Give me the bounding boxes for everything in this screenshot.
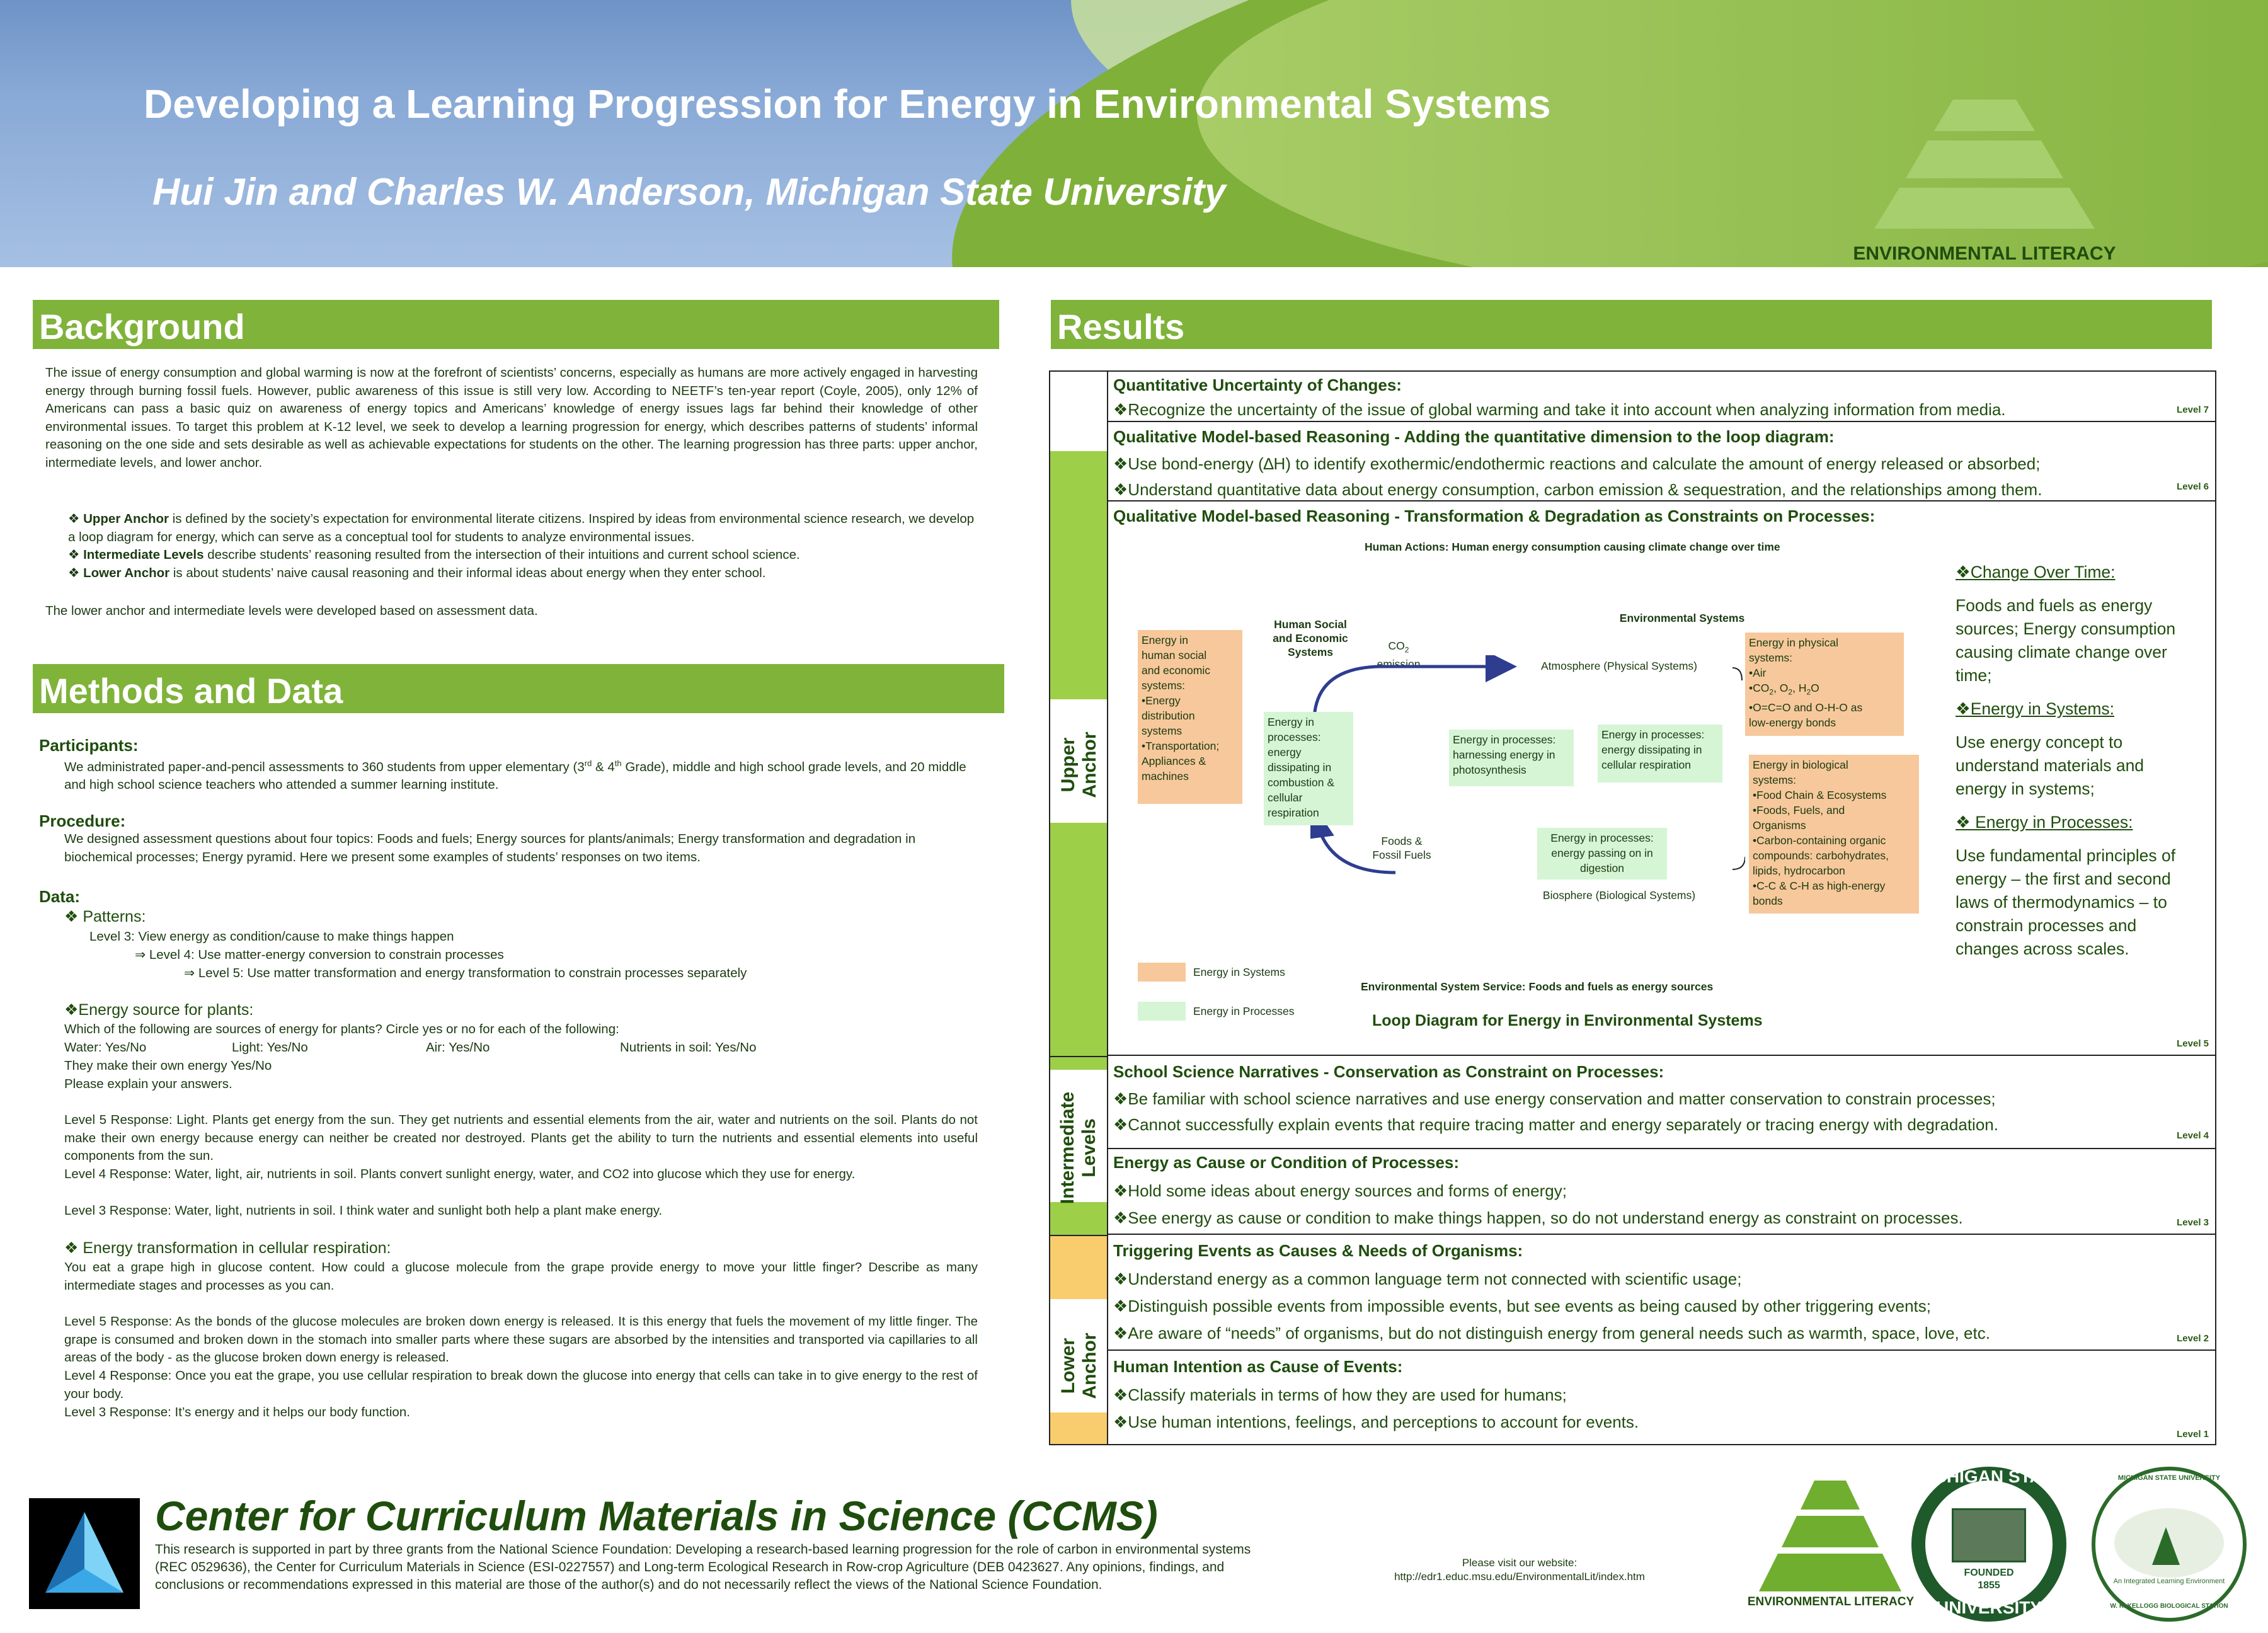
background-bullets — [68, 510, 980, 582]
box-human-systems: Energy in human social and economic systems: •Energy distribution systems •Transportation; Appliances & machines — [1138, 630, 1242, 804]
bullet-lower-anchor: ❖ Lower Anchor is about students’ naive causal reasoning and their informal ideas about energy when they enter school. — [68, 565, 766, 580]
level-7-label: Level 7 — [2177, 404, 2209, 415]
level-6-row — [1108, 422, 2216, 501]
option-light: Light: Yes/No — [232, 1040, 308, 1055]
msu-seal-bottom: UNIVERSITY — [1935, 1598, 2042, 1617]
level-4-line: ❖Cannot successfully explain events that require tracing matter and energy separately or tracing energy with degradation. — [1113, 1115, 1998, 1134]
intermediate-levels-cell — [1050, 1056, 1108, 1235]
website-note — [1368, 1556, 1671, 1584]
level-5-title: Qualitative Model-based Reasoning - Transformation & Degradation as Constraints on Processes: — [1113, 507, 1876, 525]
level-1-line: ❖Classify materials in terms of how they are used for humans; — [1113, 1385, 1567, 1404]
msu-seal-top: MICHIGAN STATE — [1914, 1467, 2064, 1486]
atmosphere-label: Atmosphere (Physical Systems) — [1541, 660, 1697, 672]
legend-swatch-systems — [1138, 963, 1186, 982]
co2-emission-label: $CO_2$ emission — [1377, 639, 1421, 670]
msu-seal-founded: FOUNDED — [1964, 1567, 2014, 1578]
box-digestion: Energy in processes: energy passing on in digestion — [1537, 828, 1667, 880]
level-5-label: Level 5 — [2177, 1038, 2209, 1049]
diagram-caption: Loop Diagram for Energy in Environmental Systems — [1372, 1012, 1763, 1029]
lower-anchor-cell — [1050, 1235, 1108, 1444]
plants-question: Which of the following are sources of energy for plants? Circle yes or no for each of the following: — [64, 1022, 619, 1036]
level-1-title: Human Intention as Cause of Events: — [1113, 1357, 1403, 1376]
kbs-seal — [2092, 1467, 2247, 1622]
procedure-text: We designed assessment questions about four topics: Foods and fuels; Energy sources for plants/animals; Energy transformation and degradation in biochemical processes; Energy pyramid. Here we present some examples of students’ responses on two items. — [64, 832, 916, 864]
change-over-time-text: Foods and fuels as energy sources; Energy consumption causing climate change over time; — [1956, 596, 2176, 685]
legend-swatch-processes — [1138, 1002, 1186, 1021]
box-cellular-respiration: Energy in processes: energy dissipating in cellular respiration — [1598, 725, 1722, 782]
participants-text: We administrated paper-and-pencil assessments to 360 students from upper elementary (3rd & 4th Grade), middle and high school grade levels, and 20 middle and high school science teachers who attended a summer learning institute. — [64, 759, 966, 793]
website-url: http://edr1.educ.msu.edu/EnvironmentalLit/index.htm — [1394, 1571, 1645, 1583]
level-6-label: Level 6 — [2177, 481, 2209, 492]
energy-in-systems-heading: ❖Energy in Systems: — [1956, 699, 2115, 718]
procedure-heading: Procedure: — [39, 811, 126, 830]
box-photosynthesis: Energy in processes: harnessing energy in photosynthesis — [1449, 730, 1574, 786]
upper-anchor-label: Upper Anchor — [1058, 731, 1100, 798]
level-6-line: ❖Use bond-energy (∆H) to identify exothermic/endothermic reactions and calculate the amount of energy released or absorbed; — [1113, 454, 2041, 473]
option-water: Water: Yes/No — [64, 1040, 147, 1055]
background-heading: Background — [33, 300, 999, 349]
patterns-heading: ❖ Patterns: — [64, 908, 146, 925]
level-4-row — [1108, 1056, 2216, 1149]
pattern-level5: ⇒ Level 5: Use matter transformation and energy transformation to constrain processes separately — [184, 966, 747, 980]
level-7-line: ❖Recognize the uncertainty of the issue of global warming and take it into account when analyzing information from media. — [1113, 400, 2006, 419]
level-7-row — [1108, 372, 2216, 422]
level-3-line: ❖See energy as cause or condition to make things happen, so do not understand energy as constraint on processes. — [1113, 1208, 1963, 1227]
data-heading: Data: — [39, 887, 81, 906]
box-combustion: Energy in processes: energy dissipating in combustion & cellular respiration — [1264, 712, 1353, 825]
environmental-literacy-footer-logo — [1751, 1478, 1909, 1595]
energy-in-systems-text: Use energy concept to understand materials and energy in systems; — [1956, 733, 2145, 798]
respiration-question: You eat a grape high in glucose content. How could a glucose molecule from the grape provide energy to move your little finger? Describe as many intermediate stages and processes as you can. — [64, 1260, 978, 1293]
option-nutrients: Nutrients in soil: Yes/No — [620, 1040, 757, 1055]
human-systems-label: Human Social and Economic Systems — [1273, 618, 1348, 658]
legend-systems-label: Energy in Systems — [1193, 966, 1285, 978]
box-biological-systems: Energy in biological systems: •Food Chain & Ecosystems •Foods, Fuels, and Organisms •Carbon-containing organic compounds: carbohydrates, lipids, hydrocarbon •C-C & C-H as high-energy bonds — [1749, 755, 1919, 914]
level-3-label: Level 3 — [2177, 1217, 2209, 1228]
respiration-response-l4: Level 4 Response: Once you eat the grape, you use cellular respiration to break down the glucose into energy that cells can take in to give energy to the rest of your body. — [64, 1368, 978, 1401]
ccms-title: Center for Curriculum Materials in Science (CCMS) — [155, 1493, 1158, 1539]
level-3-line: ❖Hold some ideas about energy sources and forms of energy; — [1113, 1181, 1567, 1200]
upper-anchor-cell — [1050, 372, 1108, 1056]
box-physical-systems: Energy in physical systems: •Air $•CO_2$, $O_2$, $H_2O$ •O=C=O and O-H-O as low-energy bonds — [1745, 633, 1904, 736]
plants-response-l4: Level 4 Response: Water, light, air, nutrients in soil. Plants convert sunlight energy, water, and CO2 into glucose which they use for energy. — [64, 1167, 856, 1181]
legend-processes-label: Energy in Processes — [1193, 1005, 1295, 1017]
pattern-level3: Level 3: View energy as condition/cause to make things happen — [89, 929, 454, 944]
website-label: Please visit our website: — [1462, 1557, 1578, 1569]
respiration-response-l5: Level 5 Response: As the bonds of the glucose molecules are broken down energy is released. It is this energy that fuels the movement of my little finger. The grape is consumed and broken down in the stomach into smaller parts where these sugars are absorbed by the intensities and transported via capillaries to all areas of the body - as the glucose broken down energy is released. — [64, 1314, 978, 1365]
plants-response-l5: Level 5 Response: Light. Plants get energy from the sun. They get nutrients and essential elements from the air, water and nutrients on the soil. Plants do not make their own energy because energy can neither be created nor destroyed. Plants get the ability to turn the nutrients and essential elements into useful components from the sun. — [64, 1113, 978, 1163]
environmental-systems-label: Environmental Systems — [1619, 612, 1745, 624]
background-note: The lower anchor and intermediate levels were developed based on assessment data. — [45, 604, 538, 618]
level-6-title: Qualitative Model-based Reasoning - Adding the quantitative dimension to the loop diagram: — [1113, 427, 1835, 446]
level-1-label: Level 1 — [2177, 1429, 2209, 1440]
participants-heading: Participants: — [39, 736, 139, 755]
poster-title: Developing a Learning Progression for Energy in Environmental Systems — [144, 81, 1551, 127]
option-air: Air: Yes/No — [426, 1040, 490, 1055]
logo-label: ENVIRONMENTAL LITERACY — [1853, 243, 2116, 264]
pattern-level4: ⇒ Level 4: Use matter-energy conversion to constrain processes — [135, 948, 504, 962]
plants-explain: Please explain your answers. — [64, 1077, 232, 1091]
plants-response-l3: Level 3 Response: Water, light, nutrients in soil. I think water and sunlight both help a plant make energy. — [64, 1203, 663, 1218]
level-2-row — [1108, 1235, 2216, 1351]
level-3-title: Energy as Cause or Condition of Processes: — [1113, 1153, 1460, 1172]
footer-logo-label: ENVIRONMENTAL LITERACY — [1747, 1595, 1915, 1608]
poster-authors: Hui Jin and Charles W. Anderson, Michigan State University — [152, 171, 1226, 213]
level-2-label: Level 2 — [2177, 1333, 2209, 1344]
kbs-seal-top: MICHIGAN STATE UNIVERSITY — [2117, 1474, 2221, 1482]
level-1-row — [1108, 1351, 2216, 1444]
msu-seal-year: 1855 — [1978, 1580, 2000, 1591]
kbs-seal-bottom: W. K. KELLOGG BIOLOGICAL STATION — [2110, 1603, 2228, 1610]
background-intro: The issue of energy consumption and global warming is now at the forefront of scientists’ concerns, especially as humans are more actively engaged in harvesting energy through burning fossil fuels. However, public awareness of this issue is still very low. According to NEETF’s ten-year report (Coyle, 2005), only 12% of Americans can pass a basic quiz on awareness of energy topics and Americans’ knowledge of energy issues lags far behind their knowledge of other environmental issues. To target this problem at K-12 level, we seek to develop a learning progression for energy, which describes patterns of students’ informal reasoning on the one side and sets desirable as well as achievable expectations for students on the other. The learning progression has three parts: upper anchor, intermediate levels, and lower anchor. — [45, 365, 978, 470]
environmental-literacy-logo — [1840, 93, 2129, 257]
intermediate-levels-label: Intermediate Levels — [1057, 1091, 1099, 1205]
level-1-line: ❖Use human intentions, feelings, and perceptions to account for events. — [1113, 1412, 1639, 1431]
energy-in-processes-text: Use fundamental principles of energy – the first and second laws of thermodynamics – to constrain processes and changes across scales. — [1956, 846, 2176, 958]
ccms-logo — [29, 1498, 140, 1609]
level-6-line: ❖Understand quantitative data about energy consumption, carbon emission & sequestration, and the relationships among them. — [1113, 480, 2042, 499]
level-2-line: ❖Are aware of “needs” of organisms, but do not distinguish energy from general needs such as warmth, space, love, etc. — [1113, 1324, 1990, 1343]
level-4-label: Level 4 — [2177, 1130, 2209, 1141]
level-7-title: Quantitative Uncertainty of Changes: — [1113, 375, 1402, 394]
funding-note: This research is supported in part by three grants from the National Science Foundation: Developing a research-based learning progression for the role of carbon in environmental systems (REC 0529636), the Center for Curriculum Materials in Science (ESI-0227557) and Long-term Ecological Research in Row-crop Agriculture (DEB 0423627. Any opinions, findings, and conclusions or recommendations expressed in this material are those of the author(s) and do not necessarily reflect the views of the National Science Foundation. — [155, 1542, 1251, 1592]
level-2-line: ❖Distinguish possible events from impossible events, but see events as being caused by other triggering events; — [1113, 1297, 1932, 1315]
energy-in-processes-heading: ❖ Energy in Processes: — [1956, 813, 2133, 832]
msu-seal — [1911, 1467, 2066, 1622]
respiration-heading: ❖ Energy transformation in cellular respiration: — [64, 1239, 391, 1257]
diagram-service-label: Environmental System Service: Foods and fuels as energy sources — [1361, 980, 1714, 993]
bullet-intermediate-levels: ❖ Intermediate Levels describe students’ reasoning resulted from the intersection of their intuitions and current school science. — [68, 547, 800, 562]
upper-anchor-side-notes — [1956, 561, 2189, 961]
bullet-upper-anchor: ❖ Upper Anchor is defined by the society’s expectation for environmental literate citizens. Inspired by ideas from environmental science research, we develop a loop diagram for energy, which can serve as a conceptual tool for students to analyze environmental issues. — [68, 512, 975, 544]
emission-arrow — [1314, 667, 1511, 718]
foods-fuels-label: Foods & Fossil Fuels — [1372, 835, 1431, 861]
results-heading: Results — [1051, 300, 2212, 349]
kbs-seal-mid: An Integrated Learning Environment — [2113, 1578, 2225, 1585]
option-own-energy: They make their own energy Yes/No — [64, 1058, 272, 1073]
level-4-title: School Science Narratives - Conservation as Constraint on Processes: — [1113, 1062, 1664, 1081]
lower-anchor-label: Lower Anchor — [1058, 1332, 1100, 1399]
biosphere-label: Biosphere (Biological Systems) — [1542, 889, 1696, 902]
level-2-line: ❖Understand energy as a common language term not connected with scientific usage; — [1113, 1269, 1742, 1288]
methods-heading: Methods and Data — [33, 664, 1004, 713]
level-3-row — [1108, 1149, 2216, 1235]
change-over-time-heading: ❖Change Over Time: — [1956, 563, 2116, 582]
level-2-title: Triggering Events as Causes & Needs of Organisms: — [1113, 1241, 1523, 1260]
level-4-line: ❖Be familiar with school science narratives and use energy conservation and matter conservation to constrain processes; — [1113, 1089, 1996, 1108]
diagram-top-label: Human Actions: Human energy consumption causing climate change over time — [1365, 541, 1780, 553]
respiration-response-l3: Level 3 Response: It’s energy and it helps our body function. — [64, 1405, 410, 1419]
plants-heading: ❖Energy source for plants: — [64, 1001, 254, 1019]
